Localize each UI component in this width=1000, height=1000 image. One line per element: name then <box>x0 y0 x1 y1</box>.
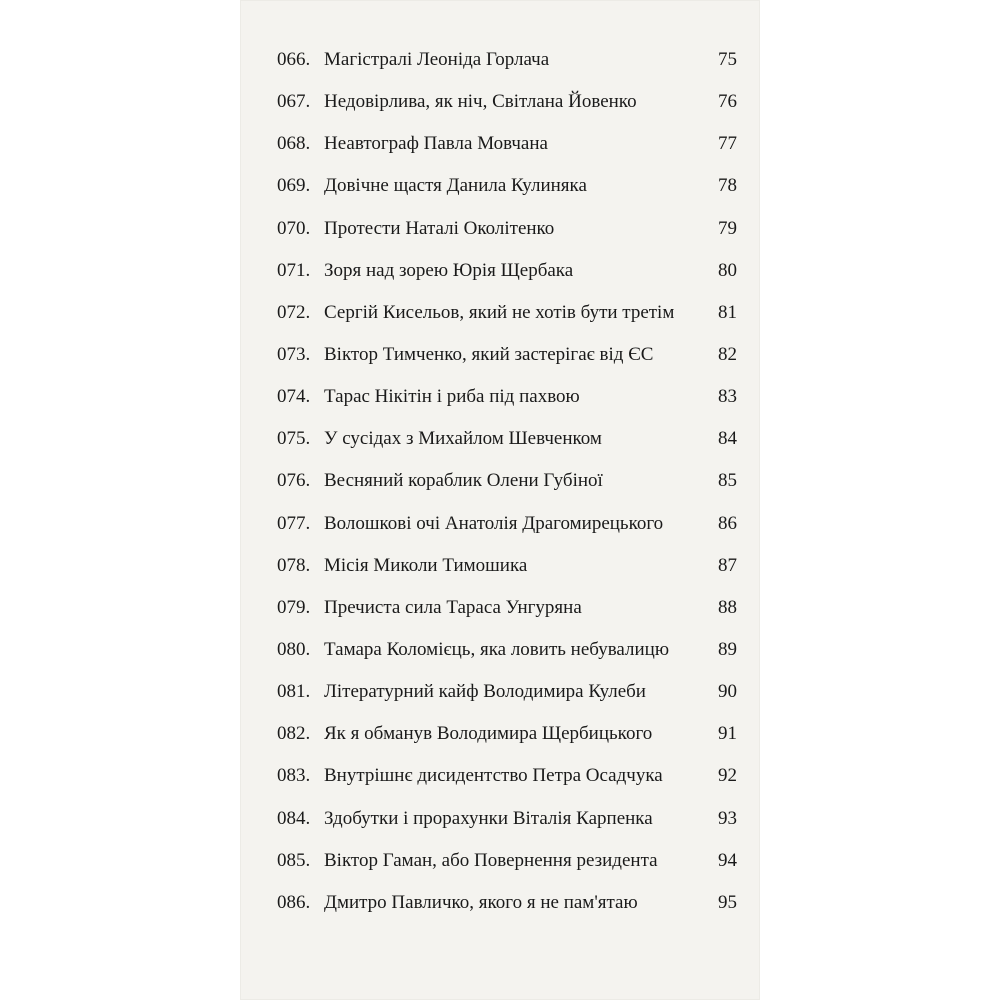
entry-title: Недовірлива, як ніч, Світлана Йовенко <box>324 91 637 113</box>
entry-page-number: 88 <box>718 596 737 618</box>
table-of-contents <box>277 42 737 927</box>
entry-page-number: 91 <box>718 723 737 745</box>
entry-number: 069. <box>277 175 311 197</box>
entry-page-number: 80 <box>718 259 737 281</box>
entry-page-number: 78 <box>718 175 737 197</box>
entry-page-number: 75 <box>718 49 737 70</box>
toc-entry <box>277 632 737 674</box>
entry-number: 066. <box>277 49 311 70</box>
entry-page-number: 87 <box>718 554 737 576</box>
entry-number: 071. <box>277 259 311 281</box>
entry-number: 076. <box>277 470 311 492</box>
entry-page-number: 83 <box>718 386 737 408</box>
entry-title: Тарас Нікітін і риба під пахвою <box>324 386 580 408</box>
toc-entry <box>277 548 737 590</box>
toc-entry <box>277 253 737 295</box>
entry-title: Зоря над зорею Юрія Щербака <box>324 259 574 281</box>
entry-number: 077. <box>277 512 311 534</box>
entry-page-number: 90 <box>718 681 737 703</box>
toc-entry <box>277 885 737 927</box>
toc-entry <box>277 716 737 758</box>
entry-title: Протести Наталі Околітенко <box>324 217 555 239</box>
entry-number: 072. <box>277 301 311 323</box>
toc-entry <box>277 168 737 210</box>
entry-page-number: 77 <box>718 133 737 155</box>
entry-number: 068. <box>277 133 311 155</box>
entry-title: Здобутки і прорахунки Віталія Карпенка <box>324 807 653 829</box>
toc-entry <box>277 42 737 84</box>
entry-number: 080. <box>277 638 311 660</box>
entry-page-number: 79 <box>718 217 737 239</box>
entry-title: Віктор Гаман, або Повернення резидента <box>324 849 658 871</box>
entry-page-number: 81 <box>718 301 737 323</box>
toc-entry <box>277 211 737 253</box>
entry-number: 079. <box>277 596 311 618</box>
toc-entry <box>277 295 737 337</box>
entry-page-number: 92 <box>718 765 737 787</box>
entry-title: Місія Миколи Тимошика <box>324 554 528 576</box>
entry-title: Неавтограф Павла Мовчана <box>324 133 548 155</box>
entry-page-number: 89 <box>718 638 737 660</box>
toc-entry <box>277 84 737 126</box>
entry-title: Віктор Тимченко, який застерігає від ЄС <box>324 343 654 365</box>
entry-title: Внутрішнє дисидентство Петра Осадчука <box>324 765 663 787</box>
toc-entry <box>277 126 737 168</box>
entry-page-number: 95 <box>718 891 737 913</box>
entry-number: 082. <box>277 723 311 745</box>
entry-page-number: 93 <box>718 807 737 829</box>
entry-number: 075. <box>277 428 311 450</box>
entry-title: У сусідах з Михайлом Шевченком <box>324 428 602 450</box>
entry-page-number: 82 <box>718 343 737 365</box>
toc-entry <box>277 379 737 421</box>
entry-number: 070. <box>277 217 311 239</box>
entry-title: Довічне щастя Данила Кулиняка <box>324 175 587 197</box>
entry-page-number: 85 <box>718 470 737 492</box>
entry-title: Як я обманув Володимира Щербицького <box>324 723 653 745</box>
entry-title: Магістралі Леоніда Горлача <box>324 49 550 70</box>
entry-title: Весняний кораблик Олени Губіної <box>324 470 603 492</box>
entry-number: 086. <box>277 891 311 913</box>
toc-entry <box>277 843 737 885</box>
entry-title: Літературний кайф Володимира Кулеби <box>324 681 646 703</box>
entry-title: Волошкові очі Анатолія Драгомирецького <box>324 512 664 534</box>
toc-entry <box>277 758 737 800</box>
entry-number: 067. <box>277 91 311 113</box>
entry-number: 084. <box>277 807 311 829</box>
entry-page-number: 84 <box>718 428 737 450</box>
entry-page-number: 86 <box>718 512 737 534</box>
entry-number: 081. <box>277 681 311 703</box>
entry-number: 083. <box>277 765 311 787</box>
entry-number: 074. <box>277 386 311 408</box>
toc-entry <box>277 421 737 463</box>
toc-entry <box>277 674 737 716</box>
toc-entry <box>277 801 737 843</box>
toc-entry <box>277 337 737 379</box>
toc-entry <box>277 506 737 548</box>
entry-title: Дмитро Павличко, якого я не пам'ятаю <box>324 891 638 913</box>
toc-entry <box>277 590 737 632</box>
toc-entry <box>277 463 737 505</box>
entry-number: 073. <box>277 343 311 365</box>
entry-title: Тамара Коломієць, яка ловить небувалицю <box>324 638 670 660</box>
entry-title: Пречиста сила Тараса Унгуряна <box>324 596 582 618</box>
entry-page-number: 94 <box>718 849 737 871</box>
entry-title: Сергій Кисельов, який не хотів бути третім <box>324 301 675 323</box>
entry-page-number: 76 <box>718 91 737 113</box>
entry-number: 078. <box>277 554 311 576</box>
entry-number: 085. <box>277 849 311 871</box>
